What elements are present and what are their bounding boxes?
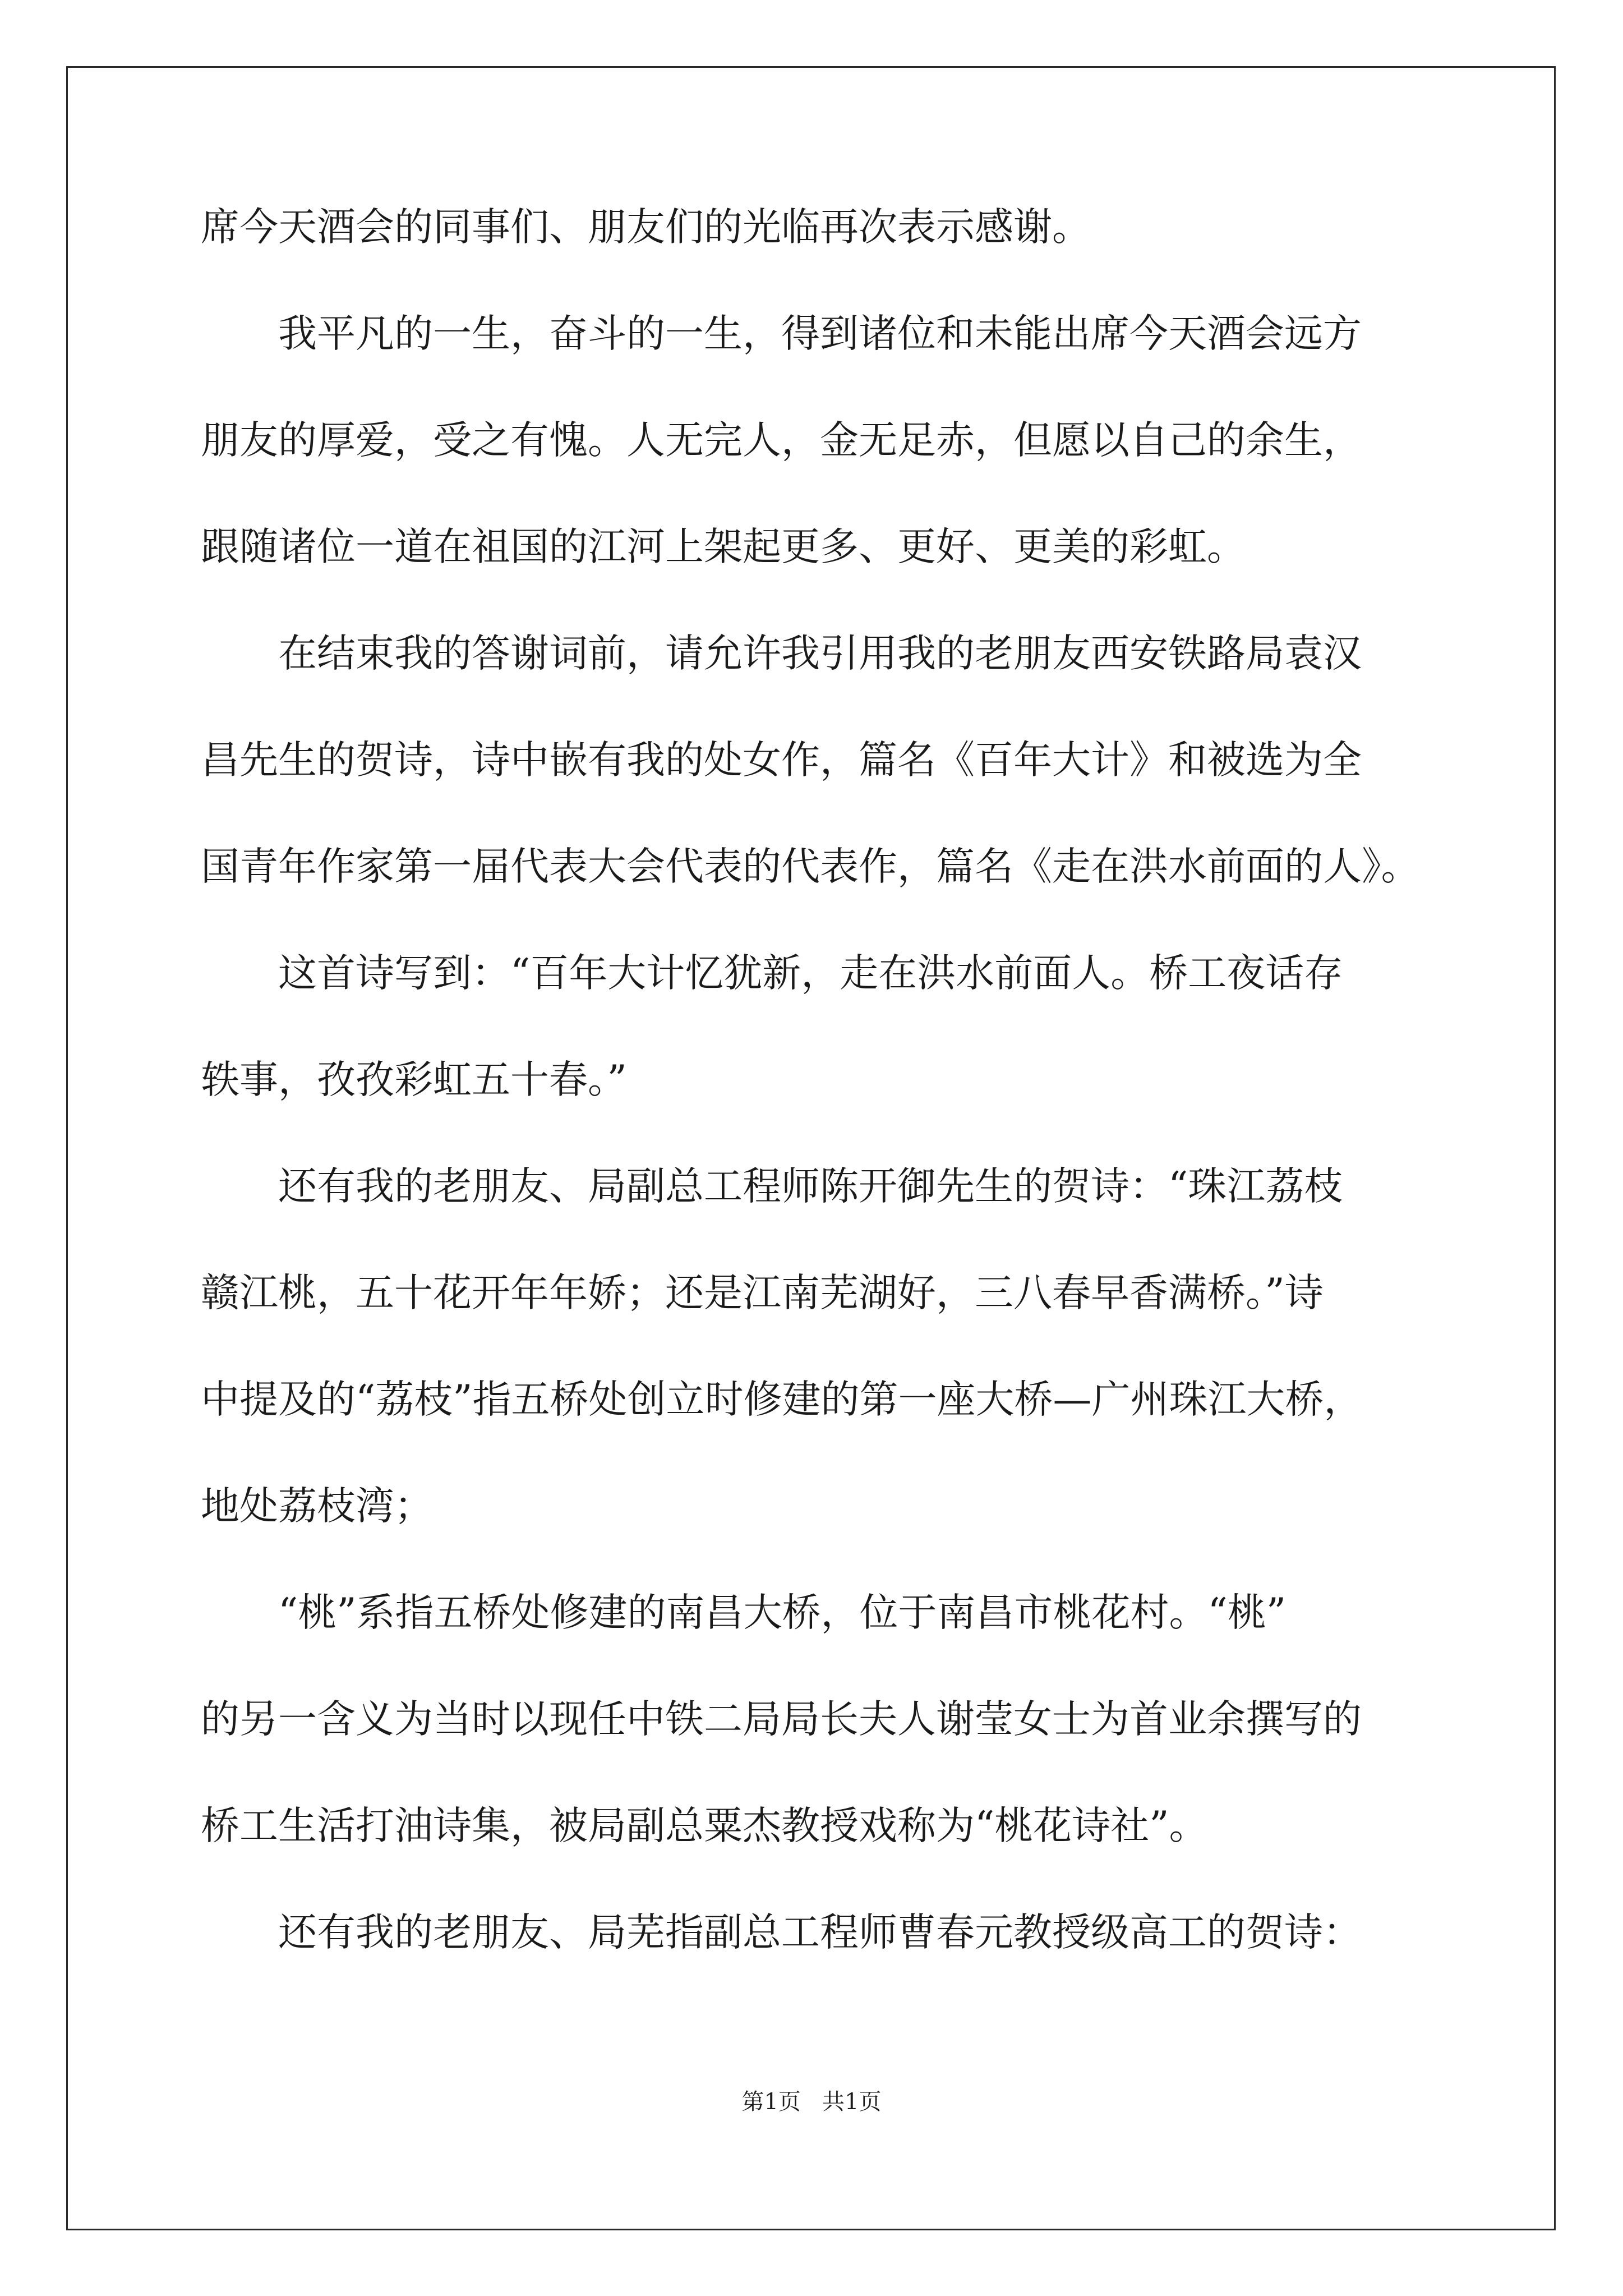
text-line: 中提及的“荔枝”指五桥处创立时修建的第一座大桥—广州珠江大桥，	[201, 1377, 1363, 1422]
text-line: 赣江桃，五十花开年年娇；还是江南芜湖好，三八春早香满桥。”诗	[201, 1271, 1324, 1315]
text-line: “桃”系指五桥处修建的南昌大桥，位于南昌市桃花村。“桃”	[278, 1590, 1287, 1635]
text-line: 这首诗写到：“百年大计忆犹新，走在洪水前面人。桥工夜话存	[278, 951, 1343, 996]
text-line: 地处荔枝湾；	[201, 1484, 433, 1529]
text-line: 还有我的老朋友、局芜指副总工程师曹春元教授级高工的贺诗：	[278, 1910, 1362, 1955]
text-line: 的另一含义为当时以现任中铁二局局长夫人谢莹女士为首业余撰写的	[201, 1697, 1362, 1742]
text-line: 跟随诸位一道在祖国的江河上架起更多、更好、更美的彩虹。	[201, 524, 1246, 569]
text-line: 我平凡的一生，奋斗的一生，得到诸位和未能出席今天酒会远方	[278, 311, 1362, 356]
text-line: 轶事，孜孜彩虹五十春。”	[201, 1057, 627, 1102]
text-line: 昌先生的贺诗，诗中嵌有我的处女作，篇名《百年大计》和被选为全	[201, 738, 1362, 783]
text-line: 桥工生活打油诗集，被局副总粟杰教授戏称为“桃花诗社”。	[201, 1803, 1208, 1848]
text-line: 国青年作家第一届代表大会代表的代表作，篇名《走在洪水前面的人》。	[201, 844, 1420, 889]
text-line: 朋友的厚爱，受之有愧。人无完人，金无足赤，但愿以自己的余生，	[201, 418, 1362, 463]
page-number-footer: 第1页 共1页	[741, 2089, 882, 2115]
text-line: 席今天酒会的同事们、朋友们的光临再次表示感谢。	[201, 205, 1091, 250]
document-body	[201, 205, 1468, 2019]
text-line: 在结束我的答谢词前，请允许我引用我的老朋友西安铁路局袁汉	[278, 631, 1362, 676]
text-line: 还有我的老朋友、局副总工程师陈开御先生的贺诗：“珠江荔枝	[278, 1164, 1343, 1209]
